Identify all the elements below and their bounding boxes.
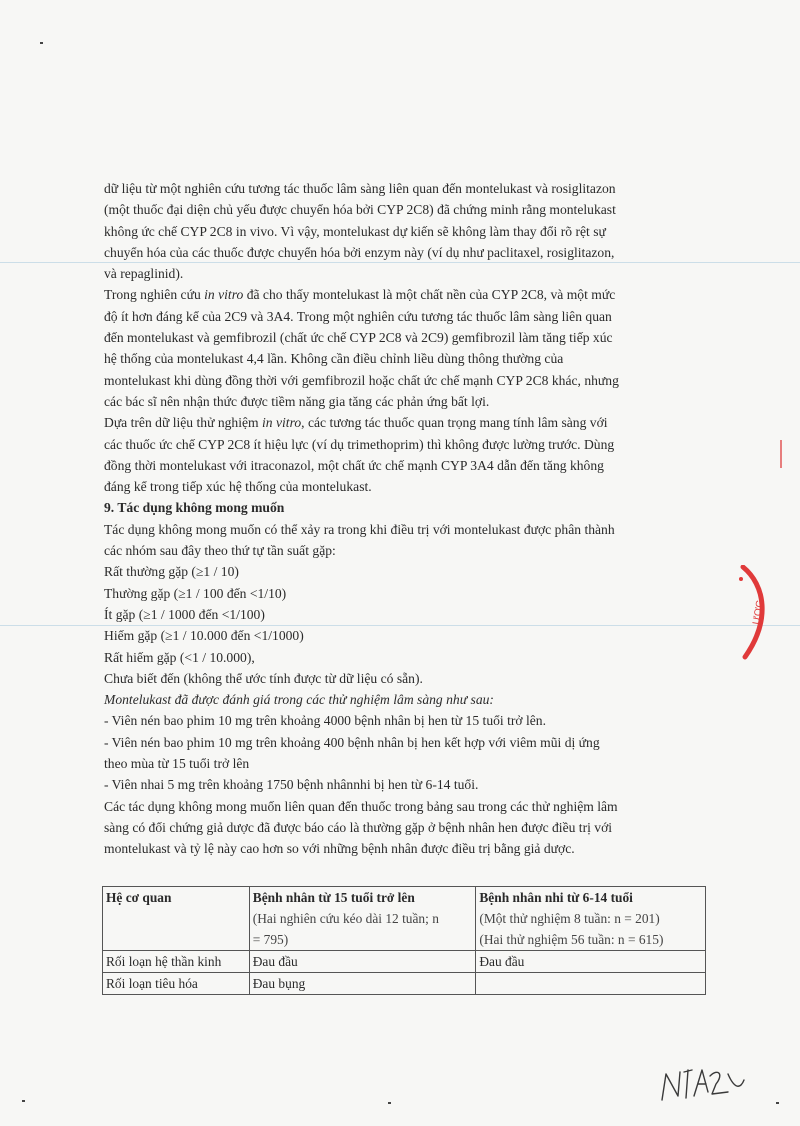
header-children: Bệnh nhân nhi từ 6-14 tuổi (Một thử nghiệm 8 tuần: n = 201) (Hai thử nghiệm 56 tuần: n = 615) [476, 887, 706, 951]
paragraph-interactions-2: Trong nghiên cứu in vitro đã cho thấy montelukast là một chất nền của CYP 2C8, và một mức độ ít hơn đáng kể của 2C9 và 3A4. Trong một nghiên cứu tương tác thuốc lâm sàng liên quan đến montelukast và gemfibrozil (chất ức chế CYP 2C8 và 2C9) gemfibrozil làm tăng tiếp xúc hệ thống của montelukast 4,4 lần. Không cần điều chỉnh liều dùng thông thường của montelukast khi dùng đồng thời với gemfibrozil hoặc chất ức chế mạnh CYP 2C8 khác, nhưng các bác sĩ nên nhận thức được tiềm năng gia tăng các phản ứng bất lợi. [104, 287, 619, 409]
header-organ-system: Hệ cơ quan [103, 887, 250, 951]
svg-text:ƯỢC: ƯỢC [751, 599, 767, 626]
paragraph-interactions-3: Dựa trên dữ liệu thử nghiệm in vitro, các tương tác thuốc quan trọng mang tính lâm sàng với các thuốc ức chế CYP 2C8 ít hiệu lực (ví dụ trimethoprim) thì không được lường trước. Dùng đồng thời montelukast với itraconazol, một chất ức chế mạnh CYP 3A4 dẫn đến tăng không đáng kể trong tiếp xúc hệ thống của montelukast. [104, 415, 615, 495]
header-adults: Bệnh nhân từ 15 tuổi trở lên (Hai nghiên cứu kéo dài 12 tuần; n = 795) [249, 887, 476, 951]
adverse-effects-table [102, 886, 706, 995]
scan-speck [22, 1100, 25, 1102]
section-heading: 9. Tác dụng không mong muốn [104, 500, 285, 516]
red-stamp-mark [737, 565, 777, 660]
handwritten-initials [658, 1062, 748, 1110]
frequency-item: Chưa biết đến (không thể ước tính được từ dữ liệu có sẵn). [104, 670, 423, 686]
trial-item: theo mùa từ 15 tuổi trở lên [104, 756, 250, 772]
frequency-item: Rất hiếm gặp (<1 / 10.000), [104, 649, 255, 665]
cell-system: Rối loạn hệ thần kinh [103, 951, 250, 973]
table-intro: Các tác dụng không mong muốn liên quan đến thuốc trong bảng sau trong các thử nghiệm lâm sàng có đối chứng giả dược đã được báo cáo là thường gặp ở bệnh nhân hen được điều trị với montelukast và tỷ lệ này cao hơn so với những bệnh nhân được điều trị bằng giả dược. [104, 798, 618, 857]
cell-child: Đau đầu [476, 951, 706, 973]
trial-item: - Viên nhai 5 mg trên khoảng 1750 bệnh nhânnhi bị hen từ 6-14 tuổi. [104, 777, 479, 793]
trial-item: - Viên nén bao phim 10 mg trên khoảng 4000 bệnh nhân bị hen từ 15 tuổi trở lên. [104, 713, 546, 729]
paragraph-interactions-1: dữ liệu từ một nghiên cứu tương tác thuốc lâm sàng liên quan đến montelukast và rosiglitazon (một thuốc đại diện chủ yếu được chuyển hóa bởi CYP 2C8) đã chứng minh rằng montelukast không ức chế CYP 2C8 in vivo. Vì vậy, montelukast dự kiến sẽ không làm thay đổi rõ rệt sự chuyển hóa của các thuốc được chuyển hóa bởi enzym này (ví dụ như paclitaxel, rosiglitazon, và repaglinid). [104, 181, 616, 282]
document-body [104, 178, 704, 860]
trial-item: - Viên nén bao phim 10 mg trên khoảng 400 bệnh nhân bị hen kết hợp với viêm mũi dị ứng [104, 734, 600, 750]
trials-list [104, 710, 704, 795]
cell-adult: Đau bụng [249, 973, 476, 995]
frequency-item: Ít gặp (≥1 / 1000 đến <1/100) [104, 606, 265, 622]
frequency-item: Rất thường gặp (≥1 / 10) [104, 564, 239, 580]
section-intro: Tác dụng không mong muốn có thể xảy ra trong khi điều trị với montelukast được phân thành các nhóm sau đây theo thứ tự tần suất gặp: [104, 521, 615, 559]
cell-child [476, 973, 706, 995]
red-margin-mark [780, 440, 782, 468]
trials-heading: Montelukast đã được đánh giá trong các thử nghiệm lâm sàng như sau: [104, 692, 494, 708]
cell-adult: Đau đầu [249, 951, 476, 973]
table-header-row [103, 887, 706, 951]
scan-speck [40, 42, 43, 44]
table-row [103, 973, 706, 995]
scan-speck [776, 1102, 779, 1104]
cell-system: Rối loạn tiêu hóa [103, 973, 250, 995]
frequency-item: Thường gặp (≥1 / 100 đến <1/10) [104, 585, 287, 601]
frequency-item: Hiếm gặp (≥1 / 10.000 đến <1/1000) [104, 628, 304, 644]
table-row [103, 951, 706, 973]
scan-speck [388, 1102, 391, 1104]
frequency-list [104, 561, 704, 689]
